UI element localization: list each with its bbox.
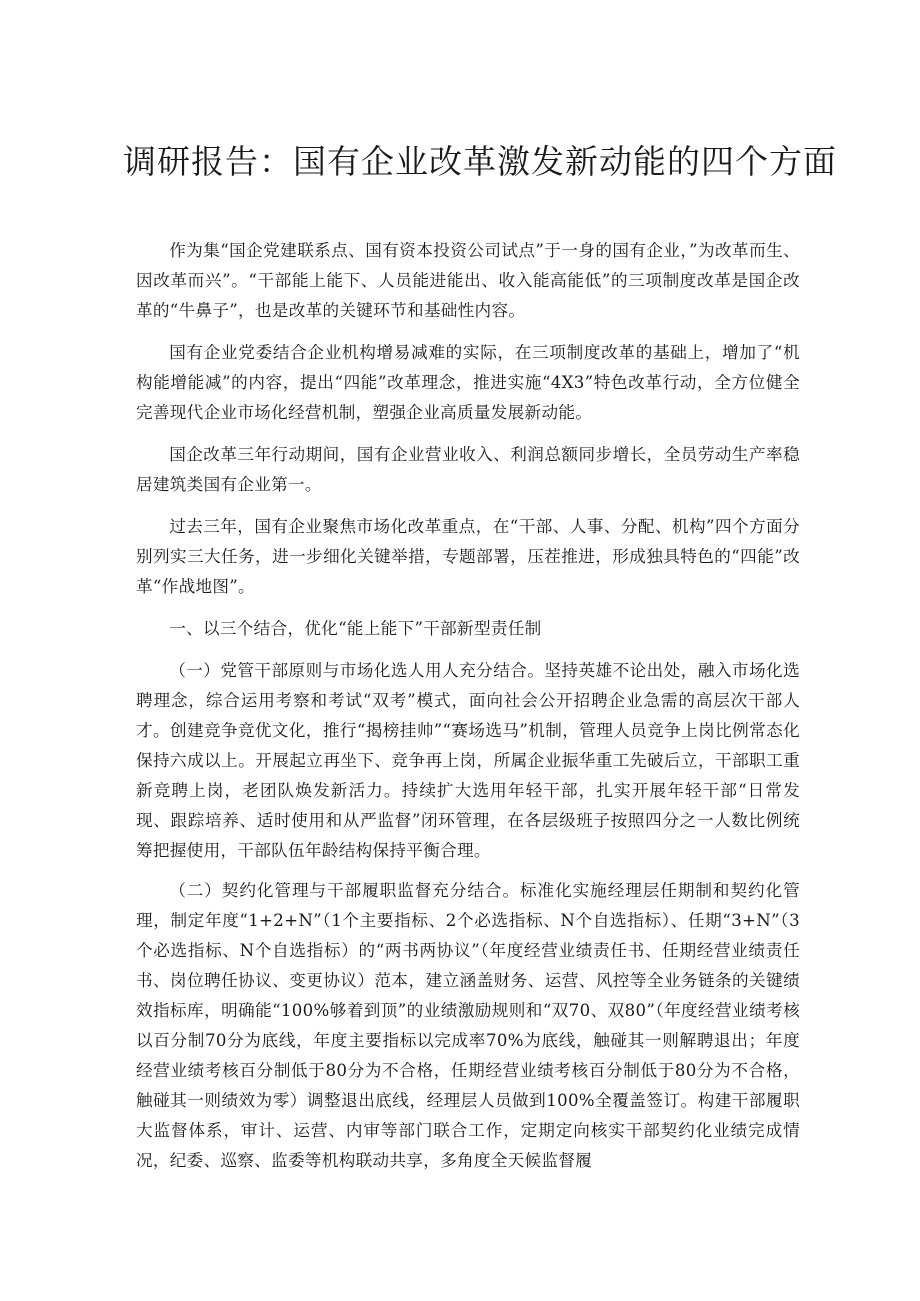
subsection-one: （一）党管干部原则与市场化选人用人充分结合。坚持英雄不论出处，融入市场化选聘理念，综合运用考察和考试“双考”模式，面向社会公开招聘企业急需的高层次干部人才。创建竞争竞优文化，推行“揭榜挂帅”“赛场选马”机制，管理人员竞争上岗比例常态化保持六成以上。开展起立再坐下、竞争再上岗，所属企业振华重工先破后立，干部职工重新竞聘上岗，老团队焕发新活力。持续扩大选用年轻干部，扎实开展年轻干部“日常发现、跟踪培养、适时使用和从严监督”闭环管理，在各层级班子按照四分之一人数比例统筹把握使用，干部队伍年龄结构保持平衡合理。 xyxy=(136,661,800,860)
subsection-two: （二）契约化管理与干部履职监督充分结合。标准化实施经理层任期制和契约化管理，制定年度“1+2+N”（1个主要指标、2个必选指标、N个自选指标）、任期“3+N”（3个必选指标、N个自选指标）的“两书两协议”（年度经营业绩责任书、任期经营业绩责任书、岗位聘任协议、变更协议）范本，建立涵盖财务、运营、风控等全业务链条的关键绩效指标库，明确能“100%够着到顶”的业绩激励规则和“双70、双80”（年度经营业绩考核以百分制70分为底线，年度主要指标以完成率70%为底线，触碰其一则解聘退出；年度经营业绩考核百分制低于80分为不合格，任期经营业绩考核百分制低于80分为不合格，触碰其一则绩效为零）调整退出底线，经理层人员做到100%全覆盖签订。构建干部履职大监督体系，审计、运营、内审等部门联合工作，定期定向核实干部契约化业绩完成情况，纪委、巡察、监委等机构联动共享，多角度全天候监督履 xyxy=(136,881,800,1170)
paragraph-four-abilities: 国有企业党委结合企业机构增易减难的实际，在三项制度改革的基础上，增加了“机构能增能减”的内容，提出“四能”改革理念，推进实施“4X3”特色改革行动，全方位健全完善现代企业市场化经营机制，塑强企业高质量发展新动能。 xyxy=(136,343,800,422)
document-title: 调研报告：国有企业改革激发新动能的四个方面 xyxy=(123,142,837,181)
document-body xyxy=(136,236,800,1186)
paragraph-past-three-years: 过去三年，国有企业聚焦市场化改革重点，在“干部、人事、分配、机构”四个方面分别列实三大任务，进一步细化关键举措，专题部署，压茬推进，形成独具特色的“四能”改革“作战地图”。 xyxy=(136,517,800,596)
section-heading-one: 一、以三个结合，优化“能上能下”干部新型责任制 xyxy=(169,619,542,638)
paragraph-three-year-action: 国企改革三年行动期间，国有企业营业收入、利润总额同步增长，全员劳动生产率稳居建筑类国有企业第一。 xyxy=(136,445,800,494)
paragraph-intro: 作为集“国企党建联系点、国有资本投资公司试点”于一身的国有企业，”为改革而生、因改革而兴”。“干部能上能下、人员能进能出、收入能高能低”的三项制度改革是国企改革的“牛鼻子”，也是改革的关键环节和基础性内容。 xyxy=(136,241,800,320)
